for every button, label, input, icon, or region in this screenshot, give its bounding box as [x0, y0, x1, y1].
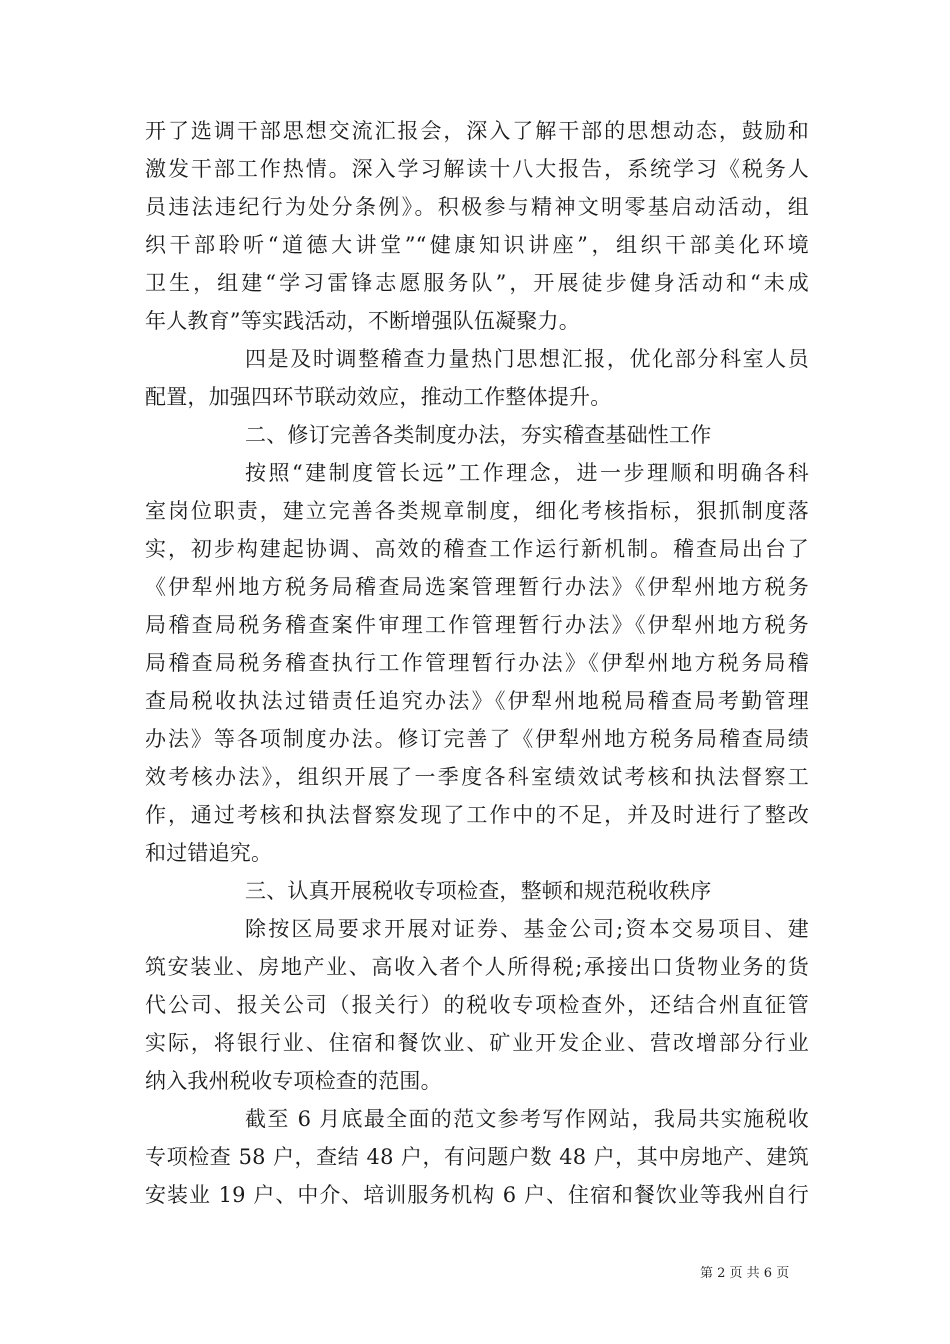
paragraph	[145, 340, 809, 416]
text-line: 按照“建制度管长远”工作理念，进一步理顺和明确各科	[245, 461, 809, 485]
text-line: 员违法违纪行为处分条例》。积极参与精神文明零基启动活动，组	[145, 195, 809, 219]
text-line: 纳入我州税收专项检查的范围。	[145, 1069, 442, 1093]
paragraph	[145, 112, 809, 340]
text-line: 配置，加强四环节联动效应，推动工作整体提升。	[145, 385, 612, 409]
text-line: 室岗位职责，建立完善各类规章制度，细化考核指标，狠抓制度落	[145, 499, 809, 523]
text-line: 织干部聆听“道德大讲堂”“健康知识讲座”，组织干部美化环境	[145, 233, 809, 257]
paragraph	[145, 1100, 809, 1214]
text-line: 专项检查 58 户，查结 48 户，有问题户数 48 户，其中房地产、建筑	[145, 1145, 809, 1169]
text-line: 截至 6 月底最全面的范文参考写作网站，我局共实施税收	[245, 1107, 809, 1131]
text-line: 办法》等各项制度办法。修订完善了《伊犁州地方税务局稽查局绩	[145, 727, 809, 751]
text-line: 《伊犁州地方税务局稽查局选案管理暂行办法》《伊犁州地方税务	[145, 575, 809, 599]
text-line: 实际，将银行业、住宿和餐饮业、矿业开发企业、营改增部分行业	[145, 1031, 809, 1055]
text-line: 除按区局要求开展对证券、基金公司;资本交易项目、建	[245, 917, 809, 941]
text-line: 局稽查局税务稽查执行工作管理暂行办法》《伊犁州地方税务局稽	[145, 651, 809, 675]
section-heading	[145, 872, 809, 910]
text-line: 四是及时调整稽查力量热门思想汇报，优化部分科室人员	[245, 347, 809, 371]
text-line: 三、认真开展税收专项检查，整顿和规范税收秩序	[245, 879, 712, 903]
document-body	[145, 112, 809, 1214]
text-line: 安装业 19 户、中介、培训服务机构 6 户、住宿和餐饮业等我州自行	[145, 1183, 809, 1207]
text-line: 和过错追究。	[145, 841, 273, 865]
text-line: 年人教育”等实践活动，不断增强队伍凝聚力。	[145, 309, 580, 333]
text-line: 实，初步构建起协调、高效的稽查工作运行新机制。稽查局出台了	[145, 537, 809, 561]
text-line: 激发干部工作热情。深入学习解读十八大报告，系统学习《税务人	[145, 157, 809, 181]
paragraph	[145, 910, 809, 1100]
paragraph	[145, 454, 809, 872]
text-line: 代公司、报关公司（报关行）的税收专项检查外，还结合州直征管	[145, 993, 809, 1017]
text-line: 二、修订完善各类制度办法，夯实稽查基础性工作	[245, 423, 712, 447]
text-line: 局稽查局税务稽查案件审理工作管理暂行办法》《伊犁州地方税务	[145, 613, 809, 637]
text-line: 效考核办法》，组织开展了一季度各科室绩效试考核和执法督察工	[145, 765, 809, 789]
text-line: 开了选调干部思想交流汇报会，深入了解干部的思想动态，鼓励和	[145, 119, 809, 143]
text-line: 卫生，组建“学习雷锋志愿服务队”，开展徒步健身活动和“未成	[145, 271, 809, 295]
text-line: 查局税收执法过错责任追究办法》《伊犁州地税局稽查局考勤管理	[145, 689, 809, 713]
text-line: 筑安装业、房地产业、高收入者个人所得税;承接出口货物业务的货	[145, 955, 809, 979]
section-heading	[145, 416, 809, 454]
text-line: 作，通过考核和执法督察发现了工作中的不足，并及时进行了整改	[145, 803, 809, 827]
page-number-footer: 第 2 页 共 6 页	[700, 1266, 790, 1281]
